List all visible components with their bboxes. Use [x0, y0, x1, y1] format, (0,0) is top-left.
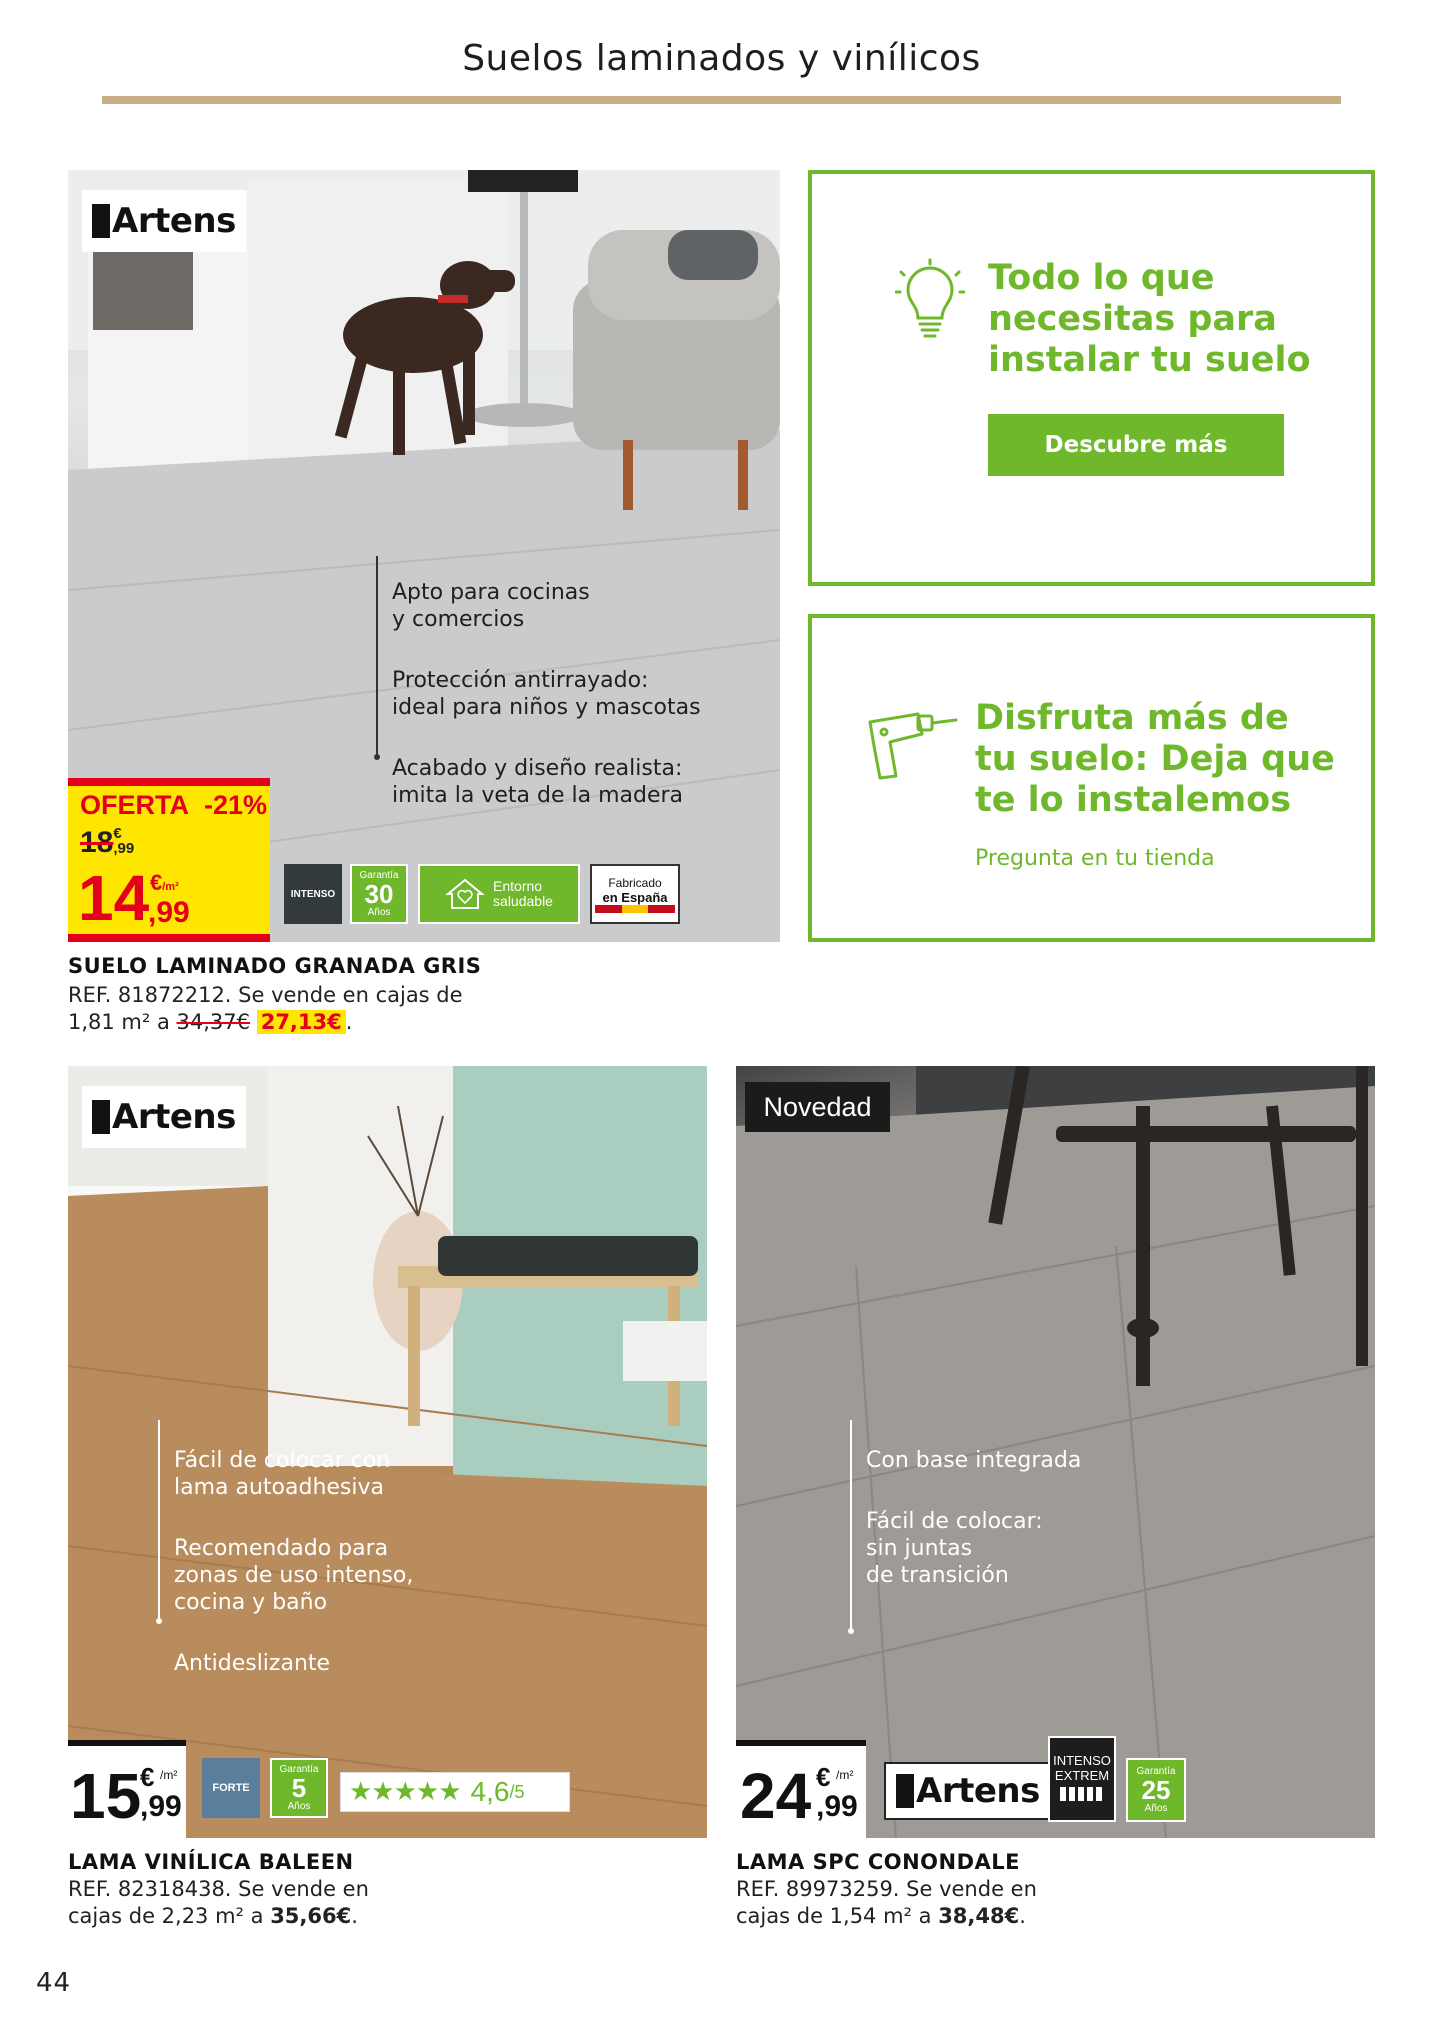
spain-flag-stripe-icon [595, 905, 675, 913]
feature-item: Fácil de colocar con lama autoadhesiva [174, 1448, 391, 1500]
artens-logo: Artens [884, 1762, 1052, 1820]
star-rating-icon: ★★★★★ [349, 1777, 461, 1807]
garantia-30-badge: Garantía 30 Años [350, 864, 408, 924]
garantia-5-badge: Garantía 5 Años [270, 1758, 328, 1818]
feature-callout-dot [156, 1618, 162, 1624]
rating-badge: ★★★★★ 4,6 /5 [340, 1772, 570, 1812]
service-card-title: Disfruta más de tu suelo: Deja que te lo instalemos [975, 698, 1335, 820]
pregunta-tienda-link[interactable]: Pregunta en tu tienda [975, 846, 1215, 871]
feature-item: Apto para cocinas y comercios [392, 580, 590, 632]
feature-callout-line [850, 1420, 852, 1630]
feature-item: Con base integrada [866, 1448, 1082, 1473]
feature-item: Protección antirrayado: ideal para niños y mascotas [392, 668, 701, 720]
product2-description: REF. 82318438. Se vende en cajas de 2,23 m² a 35,66€. [68, 1877, 369, 1928]
foot-traffic-icon [1058, 1783, 1106, 1805]
product3-name: LAMA SPC CONONDALE [736, 1850, 1021, 1874]
artens-logo: Artens [82, 190, 246, 252]
feature-item: Antideslizante [174, 1651, 331, 1676]
offer-price-decimals: ,99 [148, 896, 190, 929]
entorno-saludable-badge: Entorno saludable [418, 864, 580, 924]
lightbulb-icon [895, 258, 965, 342]
product2-price: 15 € /m² ,99 [68, 1740, 186, 1844]
product3-price: 24 € /m² ,99 [736, 1740, 866, 1844]
descubre-mas-button[interactable]: Descubre más [988, 414, 1284, 476]
novedad-badge: Novedad [745, 1082, 890, 1132]
offer-price-currency: €/m² [150, 870, 179, 895]
product2-features [174, 1420, 534, 1711]
product1-features [392, 552, 772, 843]
product3-features [866, 1420, 1166, 1623]
title-divider [102, 96, 1341, 104]
feature-callout-line [158, 1420, 160, 1620]
page-number: 44 [36, 1968, 72, 1998]
house-heart-icon [445, 877, 485, 911]
product3-description: REF. 89973259. Se vende en cajas de 1,54 m² a 38,48€. [736, 1877, 1037, 1928]
product2-name: LAMA VINÍLICA BALEEN [68, 1850, 354, 1874]
offer-label: OFERTA -21% [80, 790, 268, 820]
artens-logo: Artens [82, 1086, 246, 1148]
artens-logo-mark-icon [92, 204, 110, 238]
feature-item: Fácil de colocar: sin juntas de transición [866, 1509, 1043, 1588]
install-card-title: Todo lo que necesitas para instalar tu suelo [988, 258, 1311, 380]
feature-callout-dot [374, 754, 380, 760]
feature-callout-dot [848, 1628, 854, 1634]
artens-logo-mark-icon [896, 1774, 914, 1808]
old-box-price: 34,37€ [176, 1010, 251, 1034]
product1-name: SUELO LAMINADO GRANADA GRIS [68, 954, 482, 978]
garantia-25-badge: Garantía 25 Años [1126, 1758, 1186, 1822]
intenso-badge: INTENSO [284, 864, 342, 924]
forte-badge: FORTE [202, 1758, 260, 1818]
old-price: 18€ ,99 [80, 825, 135, 859]
new-box-price: 27,13€ [257, 1010, 346, 1034]
fabricado-espana-badge: Fabricado en España [590, 864, 680, 924]
product1-description: REF. 81872212. Se vende en cajas de 1,81 m² a 34,37€ 27,13€ . [68, 983, 463, 1034]
feature-item: Recomendado para zonas de uso intenso, cocina y baño [174, 1536, 414, 1615]
artens-logo-mark-icon [92, 1100, 110, 1134]
offer-price-int: 14 [78, 862, 150, 934]
intenso-extrem-badge: INTENSO EXTREM [1048, 1736, 1116, 1822]
drill-icon [860, 700, 960, 784]
feature-item: Acabado y diseño realista: imita la veta de la madera [392, 756, 684, 808]
feature-callout-line [376, 556, 378, 756]
page-title: Suelos laminados y vinílicos [462, 38, 981, 79]
